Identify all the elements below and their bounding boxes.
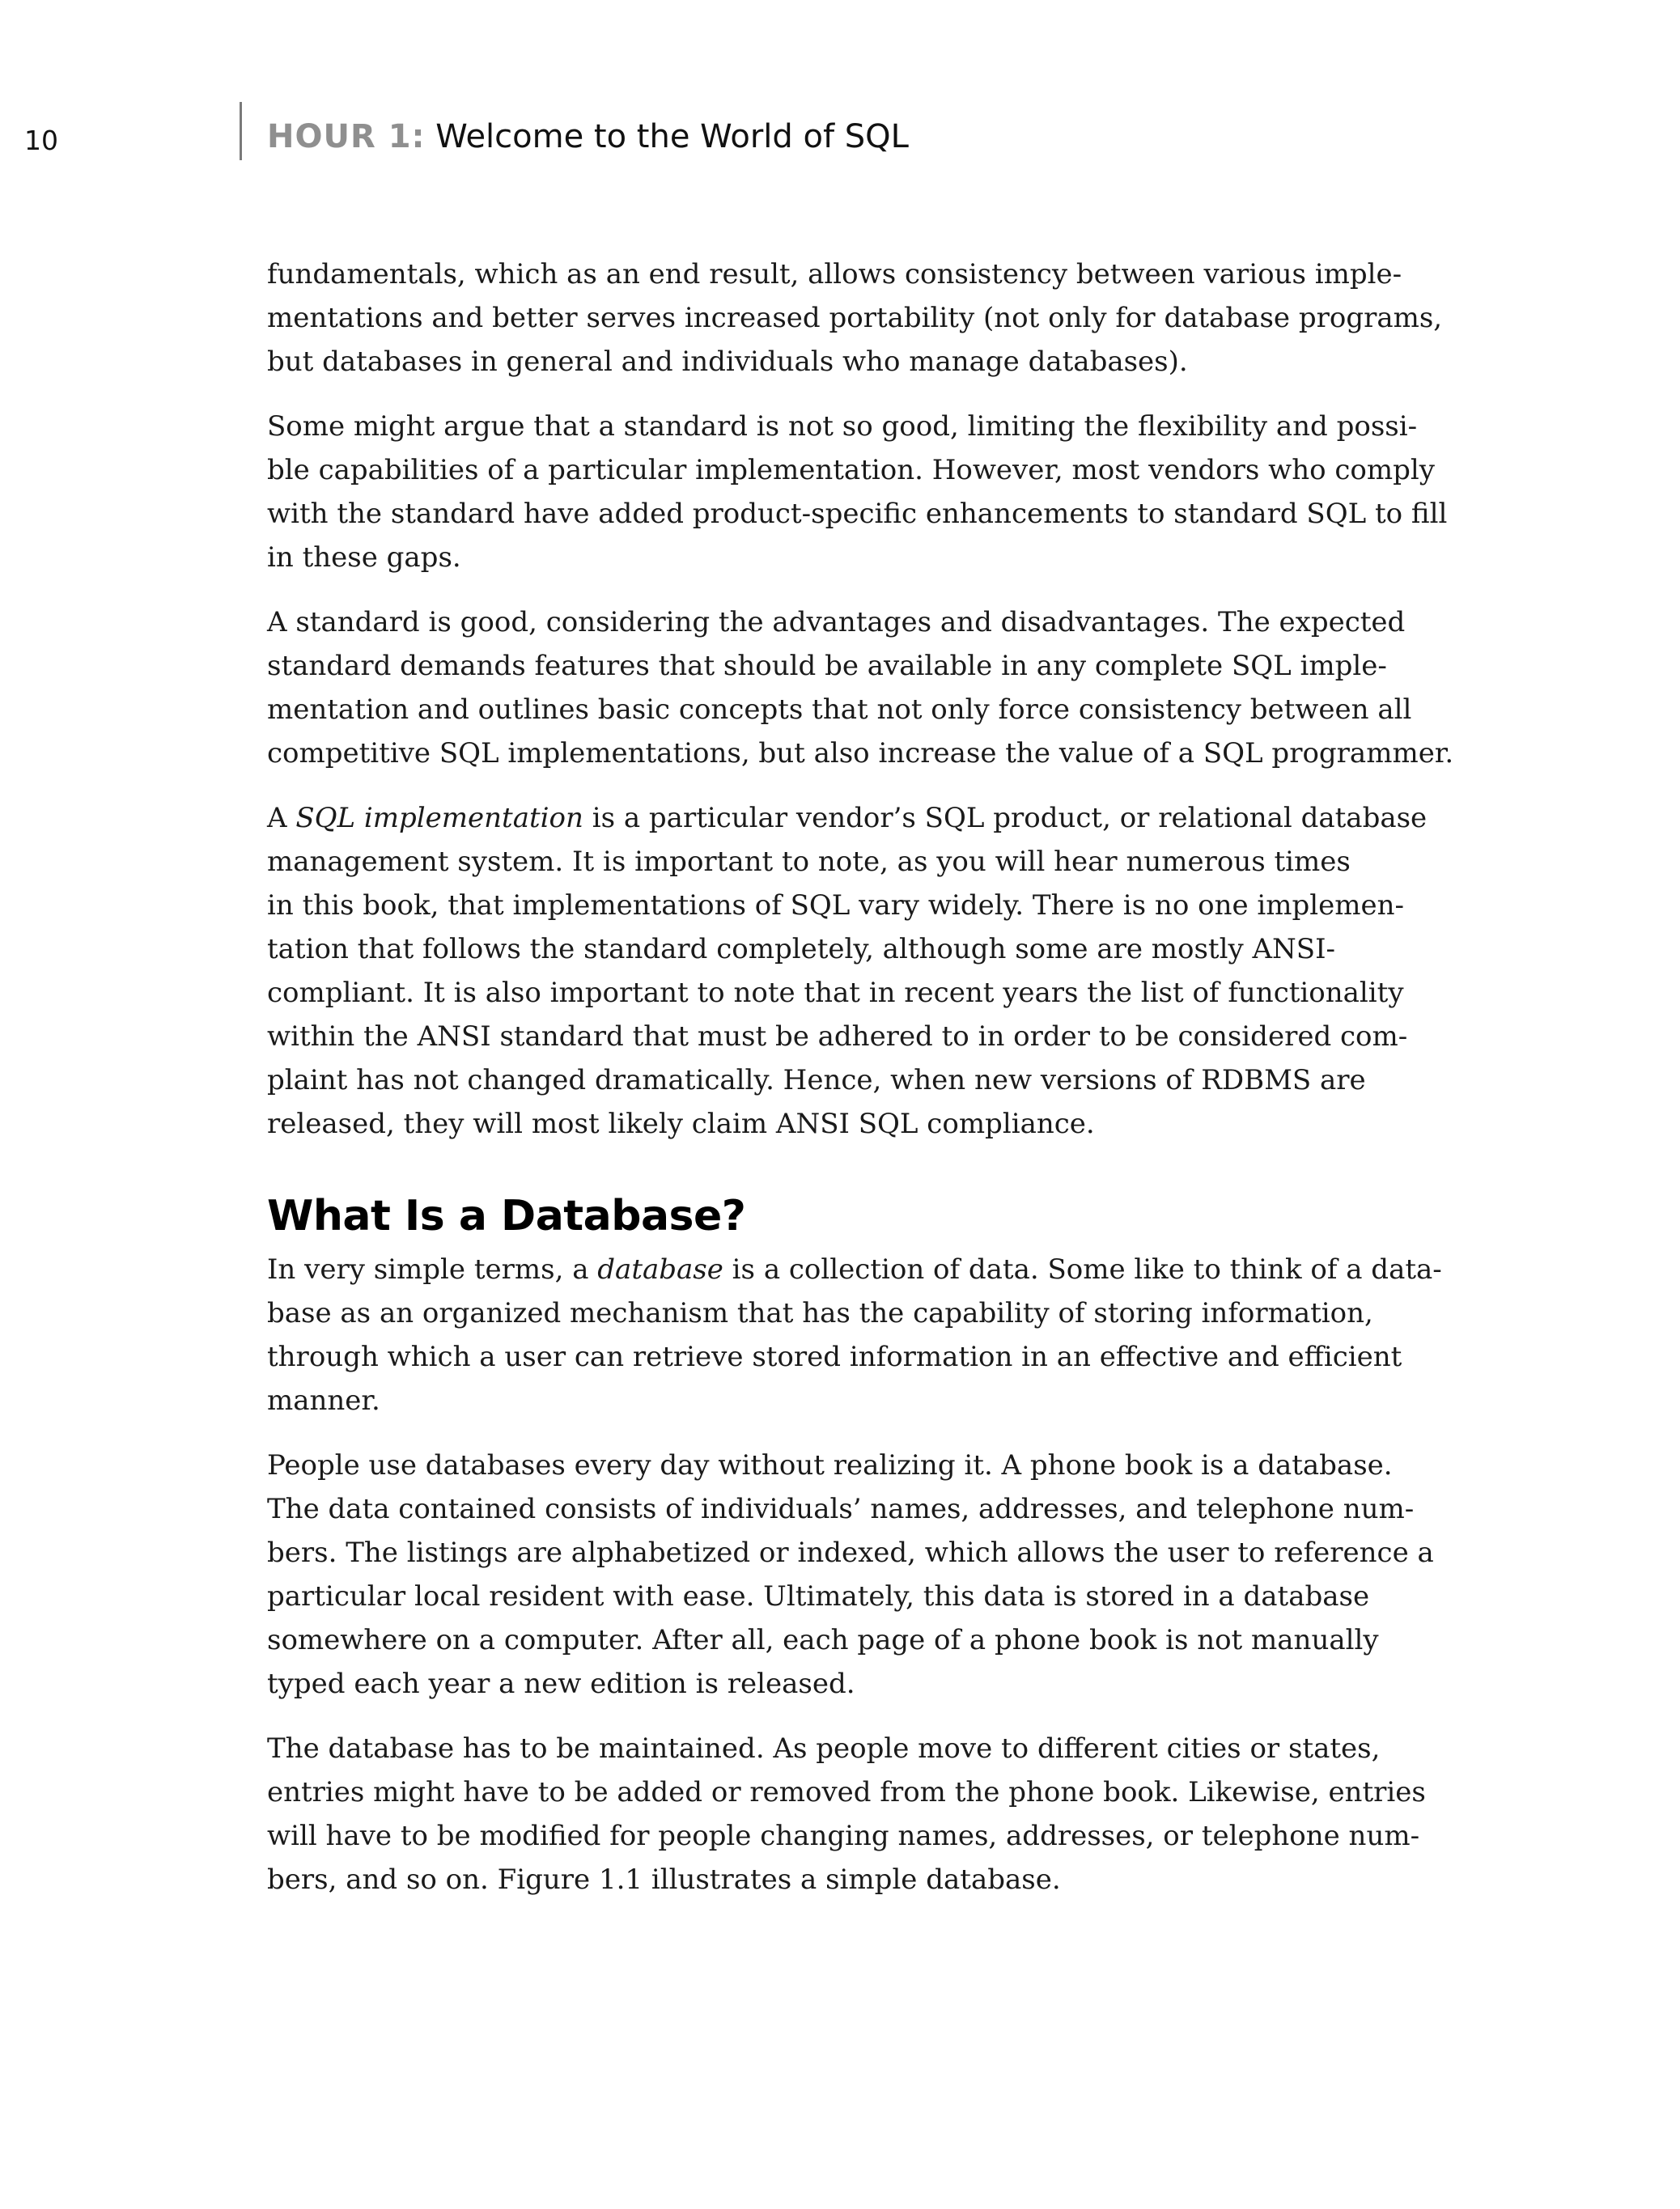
text-line: with the standard have added product-specific enhancements to standard SQL to fill — [267, 498, 1448, 530]
running-head — [267, 118, 909, 155]
paragraph-sql-implementation — [267, 796, 1428, 1146]
text-line: entries might have to be added or removed from the phone book. Likewise, entries — [267, 1776, 1426, 1808]
text-line: bers. The listings are alphabetized or indexed, which allows the user to reference a — [267, 1537, 1434, 1569]
text-line: ble capabilities of a particular implementation. However, most vendors who comply — [267, 454, 1435, 486]
text-line — [267, 796, 1428, 840]
text-line: People use databases every day without realizing it. A phone book is a database. — [267, 1449, 1393, 1482]
text-line: plaint has not changed dramatically. Hence, when new versions of RDBMS are — [267, 1064, 1366, 1096]
section-heading: What Is a Database? — [267, 1192, 746, 1240]
text-line: through which a user can retrieve stored information in an effective and efficient — [267, 1341, 1402, 1373]
text-line: but databases in general and individuals who manage databases). — [267, 346, 1188, 378]
text-line: particular local resident with ease. Ultimately, this data is stored in a database — [267, 1580, 1370, 1613]
text-line: bers, and so on. Figure 1.1 illustrates a simple database. — [267, 1863, 1061, 1896]
text-line: base as an organized mechanism that has the capability of storing information, — [267, 1297, 1373, 1329]
text-line: standard demands features that should be available in any complete SQL imple- — [267, 650, 1387, 682]
hour-label: HOUR 1: — [267, 118, 426, 155]
text-fragment: A — [267, 802, 296, 834]
text-line: competitive SQL implementations, but also increase the value of a SQL programmer. — [267, 737, 1454, 770]
italic-term: database — [597, 1253, 723, 1286]
text-line — [267, 1248, 1442, 1291]
text-line: fundamentals, which as an end result, allows consistency between various imple- — [267, 258, 1402, 290]
italic-term: SQL implementation — [295, 802, 583, 834]
text-line: in this book, that implementations of SQL vary widely. There is no one implemen- — [267, 889, 1405, 922]
paragraph-standard-fundamentals — [267, 252, 1443, 384]
text-fragment: is a collection of data. Some like to think of a data- — [723, 1253, 1442, 1286]
text-line: within the ANSI standard that must be adhered to in order to be considered com- — [267, 1020, 1408, 1053]
text-fragment: is a particular vendor’s SQL product, or relational database — [583, 802, 1428, 834]
text-line: manner. — [267, 1384, 380, 1417]
text-line: compliant. It is also important to note that in recent years the list of functionality — [267, 977, 1404, 1009]
text-line: typed each year a new edition is released. — [267, 1668, 855, 1700]
text-line: released, they will most likely claim ANSI SQL compliance. — [267, 1108, 1095, 1140]
text-line: The database has to be maintained. As people move to different cities or states, — [267, 1732, 1381, 1765]
text-line: mentation and outlines basic concepts that not only force consistency between all — [267, 693, 1412, 726]
text-line: in these gaps. — [267, 541, 461, 574]
paragraph-database-maintenance — [267, 1727, 1424, 1902]
text-line: management system. It is important to note, as you will hear numerous times — [267, 846, 1351, 878]
header-divider — [240, 102, 242, 160]
page-body — [267, 252, 1454, 1923]
text-line: Some might argue that a standard is not so good, limiting the flexibility and possi- — [267, 410, 1418, 443]
text-line: tation that follows the standard completely, although some are mostly ANSI- — [267, 933, 1335, 965]
paragraph-database-definition — [267, 1248, 1442, 1422]
text-fragment: In very simple terms, a — [267, 1253, 598, 1286]
paragraph-standard-argument — [267, 405, 1448, 579]
chapter-title: Welcome to the World of SQL — [435, 118, 909, 155]
text-line: The data contained consists of individuals’ names, addresses, and telephone num- — [267, 1493, 1415, 1525]
paragraph-standard-good — [267, 600, 1454, 775]
text-line: mentations and better serves increased portability (not only for database programs, — [267, 302, 1443, 334]
text-line: will have to be modified for people changing names, addresses, or telephone num- — [267, 1820, 1420, 1852]
text-line: somewhere on a computer. After all, each page of a phone book is not manually — [267, 1624, 1379, 1656]
paragraph-phone-book — [267, 1444, 1434, 1706]
page-number: 10 — [24, 125, 58, 156]
text-line: A standard is good, considering the advantages and disadvantages. The expected — [267, 606, 1406, 638]
